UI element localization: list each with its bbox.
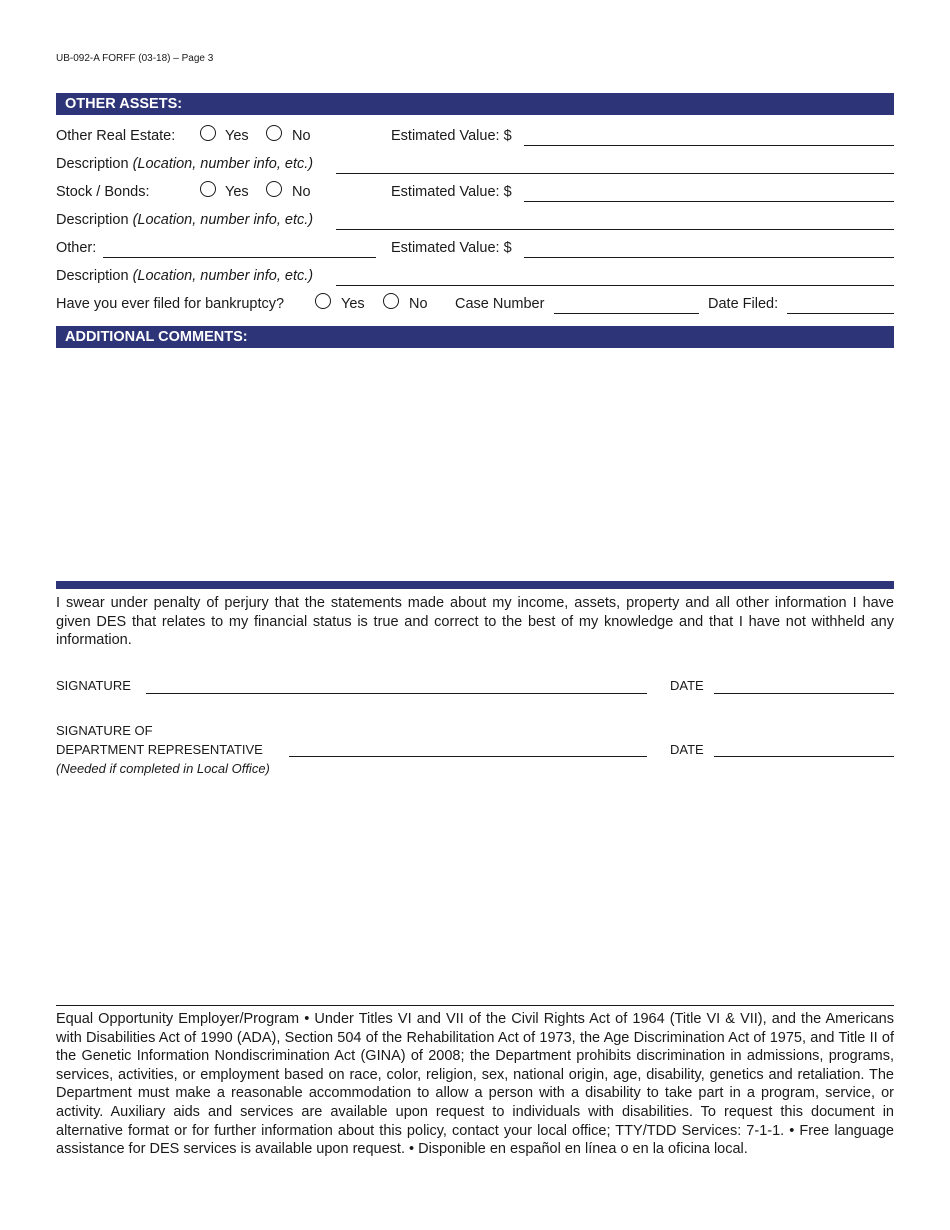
bankruptcy-no-label: No [409, 296, 428, 312]
other-assets-header: OTHER ASSETS: [56, 93, 894, 115]
additional-comments-area[interactable] [56, 350, 894, 578]
section-divider [56, 581, 894, 589]
rep-note: (Needed if completed in Local Office) [56, 761, 270, 776]
other-asset-label: Other: [56, 240, 97, 256]
case-number-field[interactable] [554, 313, 699, 314]
stock-bonds-description-field[interactable] [336, 229, 894, 230]
rep-date-field[interactable] [714, 756, 894, 757]
signature-date-field[interactable] [714, 693, 894, 694]
bankruptcy-yes-label: Yes [341, 296, 365, 312]
perjury-statement: I swear under penalty of perjury that the statements made about my income, assets, property and all other information I have given DES that relates to my financial status is true and correct to the best of my knowledge and that I have not withheld any information. [56, 595, 894, 649]
real-estate-no-label: No [292, 128, 311, 144]
stock-bonds-value-label: Estimated Value: $ [391, 184, 512, 200]
other-description-field[interactable] [336, 285, 894, 286]
case-number-label: Case Number [455, 296, 545, 312]
eeo-statement: Equal Opportunity Employer/Program • Under Titles VI and VII of the Civil Rights Act of 1964 (Title VI & VII), and the Americans with Disabilities Act of 1990 (ADA), Section 504 of the Rehabilitation Act of 1973, the Age Discrimination Act of 1975, and Title II of the Genetic Information Nondiscrimination Act (GINA) of 2008; the Department prohibits discrimination in admissions, programs, services, activities, or employment based on race, color, religion, sex, national origin, age, disability, genetics and retaliation. The Department must make a reasonable accommodation to allow a person with a disability to take part in a program, service, or activity. Auxiliary aids and services are available upon request to individuals with disabilities. To request this document in alternative format or for further information about this policy, contact your local office; TTY/TDD Services: 7-1-1. • Free language assistance for DES services is available upon request. • Disponible en español en línea o en la oficina local. [56, 1011, 894, 1158]
rep-label-line2: DEPARTMENT REPRESENTATIVE [56, 742, 263, 757]
form-code: UB-092-A FORFF (03-18) – Page 3 [56, 53, 214, 64]
description-hint: (Location, number info, etc.) [132, 268, 314, 284]
real-estate-yes-radio[interactable] [200, 125, 216, 141]
description-hint: (Location, number info, etc.) [132, 212, 314, 228]
footer-rule [56, 1005, 894, 1006]
signature-date-label: DATE [670, 678, 704, 693]
description-label: Description [56, 212, 129, 228]
other-asset-field[interactable] [103, 257, 376, 258]
bankruptcy-label: Have you ever filed for bankruptcy? [56, 296, 285, 312]
stock-bonds-label: Stock / Bonds: [56, 184, 150, 200]
date-filed-label: Date Filed: [708, 296, 779, 312]
date-filed-field[interactable] [787, 313, 894, 314]
stock-bonds-no-radio[interactable] [266, 181, 282, 197]
additional-comments-header: ADDITIONAL COMMENTS: [56, 326, 894, 348]
signature-field[interactable] [146, 693, 647, 694]
rep-signature-field[interactable] [289, 756, 647, 757]
real-estate-value-label: Estimated Value: $ [391, 128, 512, 144]
description-label: Description [56, 268, 129, 284]
bankruptcy-no-radio[interactable] [383, 293, 399, 309]
real-estate-value-field[interactable] [524, 145, 894, 146]
other-description-label [56, 268, 313, 284]
other-value-label: Estimated Value: $ [391, 240, 512, 256]
rep-label-line1: SIGNATURE OF [56, 723, 153, 738]
real-estate-description-label [56, 156, 313, 172]
other-value-field[interactable] [524, 257, 894, 258]
description-label: Description [56, 156, 129, 172]
bankruptcy-yes-radio[interactable] [315, 293, 331, 309]
real-estate-description-field[interactable] [336, 173, 894, 174]
stock-bonds-yes-radio[interactable] [200, 181, 216, 197]
stock-bonds-value-field[interactable] [524, 201, 894, 202]
stock-bonds-description-label [56, 212, 313, 228]
real-estate-label: Other Real Estate: [56, 128, 176, 144]
real-estate-yes-label: Yes [225, 128, 249, 144]
stock-bonds-yes-label: Yes [225, 184, 249, 200]
stock-bonds-no-label: No [292, 184, 311, 200]
description-hint: (Location, number info, etc.) [132, 156, 314, 172]
rep-date-label: DATE [670, 742, 704, 757]
real-estate-no-radio[interactable] [266, 125, 282, 141]
signature-label: SIGNATURE [56, 678, 131, 693]
